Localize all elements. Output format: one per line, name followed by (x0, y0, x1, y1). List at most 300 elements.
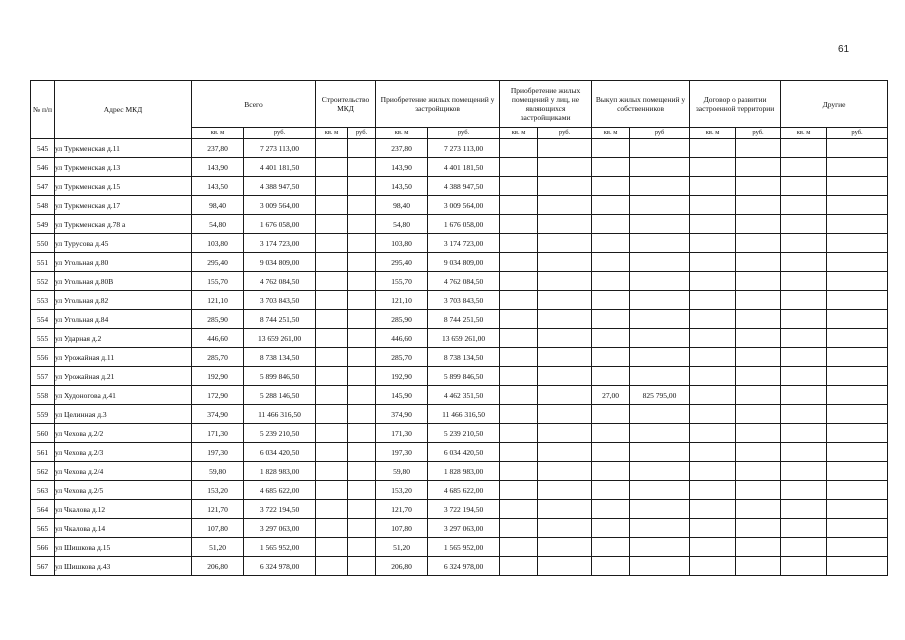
construction-area-cell (316, 177, 348, 196)
address-cell: ул Чехова д.2/5 (55, 481, 192, 500)
other-rub-cell (827, 557, 888, 576)
buyout-rub-cell (630, 424, 690, 443)
other-area-cell (781, 386, 827, 405)
construction-area-cell (316, 405, 348, 424)
non-developer-area-cell (500, 519, 538, 538)
address-cell: ул Угольная д.80В (55, 272, 192, 291)
total-area-cell: 121,10 (192, 291, 244, 310)
other-rub-cell (827, 500, 888, 519)
other-rub-cell (827, 196, 888, 215)
address-cell: ул Туркменская д.11 (55, 139, 192, 158)
other-rub-cell (827, 519, 888, 538)
territory-area-cell (690, 348, 736, 367)
territory-area-cell (690, 329, 736, 348)
non-developer-area-cell (500, 234, 538, 253)
buyout-area-cell (592, 462, 630, 481)
total-area-cell: 121,70 (192, 500, 244, 519)
housing-register-table (30, 80, 888, 576)
buyout-area-cell (592, 291, 630, 310)
construction-rub-cell (348, 538, 376, 557)
address-cell: ул Шишкова д.43 (55, 557, 192, 576)
other-area-cell (781, 177, 827, 196)
construction-area-cell (316, 348, 348, 367)
territory-rub-cell (736, 462, 781, 481)
total-area-cell: 103,80 (192, 234, 244, 253)
developer-area-cell: 374,90 (376, 405, 428, 424)
non-developer-area-cell (500, 253, 538, 272)
col-header-purchase-non-developers: Приобретение жилых помещений у лиц, не являющихся застройщиками (500, 81, 592, 128)
total-rub-cell: 11 466 316,50 (244, 405, 316, 424)
total-rub-cell: 3 009 564,00 (244, 196, 316, 215)
non-developer-area-cell (500, 481, 538, 500)
total-rub-cell: 5 899 846,50 (244, 367, 316, 386)
developer-rub-cell: 4 388 947,50 (428, 177, 500, 196)
other-area-cell (781, 500, 827, 519)
unit-label: руб. (538, 128, 592, 139)
developer-area-cell: 155,70 (376, 272, 428, 291)
total-area-cell: 143,50 (192, 177, 244, 196)
other-rub-cell (827, 386, 888, 405)
construction-area-cell (316, 215, 348, 234)
construction-rub-cell (348, 177, 376, 196)
territory-rub-cell (736, 443, 781, 462)
developer-area-cell: 98,40 (376, 196, 428, 215)
table-row (31, 386, 888, 405)
total-area-cell: 107,80 (192, 519, 244, 538)
territory-rub-cell (736, 405, 781, 424)
buyout-rub-cell (630, 443, 690, 462)
other-rub-cell (827, 234, 888, 253)
col-header-purchase-developers: Приобретение жилых помещений у застройщиков (376, 81, 500, 128)
developer-area-cell: 59,80 (376, 462, 428, 481)
address-cell: ул Шишкова д.15 (55, 538, 192, 557)
table-row (31, 253, 888, 272)
address-cell: ул Чкалова д.14 (55, 519, 192, 538)
total-rub-cell: 6 034 420,50 (244, 443, 316, 462)
address-cell: ул Туркменская д.13 (55, 158, 192, 177)
total-rub-cell: 3 722 194,50 (244, 500, 316, 519)
row-number: 555 (31, 329, 55, 348)
non-developer-rub-cell (538, 196, 592, 215)
other-rub-cell (827, 329, 888, 348)
developer-rub-cell: 3 174 723,00 (428, 234, 500, 253)
non-developer-rub-cell (538, 405, 592, 424)
other-area-cell (781, 215, 827, 234)
other-area-cell (781, 272, 827, 291)
table-row (31, 158, 888, 177)
address-cell: ул Урожайная д.21 (55, 367, 192, 386)
developer-area-cell: 295,40 (376, 253, 428, 272)
territory-area-cell (690, 367, 736, 386)
buyout-area-cell (592, 234, 630, 253)
other-rub-cell (827, 481, 888, 500)
buyout-area-cell (592, 272, 630, 291)
non-developer-area-cell (500, 557, 538, 576)
total-area-cell: 143,90 (192, 158, 244, 177)
col-header-address: Адрес МКД (55, 81, 192, 139)
row-number: 549 (31, 215, 55, 234)
non-developer-area-cell (500, 405, 538, 424)
construction-area-cell (316, 557, 348, 576)
other-area-cell (781, 329, 827, 348)
construction-area-cell (316, 196, 348, 215)
construction-rub-cell (348, 196, 376, 215)
total-rub-cell: 4 685 622,00 (244, 481, 316, 500)
total-area-cell: 172,90 (192, 386, 244, 405)
buyout-rub-cell (630, 557, 690, 576)
developer-area-cell: 171,30 (376, 424, 428, 443)
total-rub-cell: 3 174 723,00 (244, 234, 316, 253)
territory-rub-cell (736, 538, 781, 557)
developer-rub-cell: 7 273 113,00 (428, 139, 500, 158)
address-cell: ул Туркменская д.15 (55, 177, 192, 196)
territory-area-cell (690, 443, 736, 462)
row-number: 554 (31, 310, 55, 329)
buyout-rub-cell (630, 310, 690, 329)
address-cell: ул Туркменская д.78 а (55, 215, 192, 234)
non-developer-area-cell (500, 196, 538, 215)
construction-area-cell (316, 424, 348, 443)
buyout-rub-cell (630, 291, 690, 310)
construction-area-cell (316, 538, 348, 557)
construction-rub-cell (348, 158, 376, 177)
other-area-cell (781, 405, 827, 424)
table-row (31, 234, 888, 253)
developer-area-cell: 446,60 (376, 329, 428, 348)
territory-rub-cell (736, 348, 781, 367)
construction-rub-cell (348, 215, 376, 234)
construction-rub-cell (348, 462, 376, 481)
developer-area-cell: 107,80 (376, 519, 428, 538)
developer-rub-cell: 8 738 134,50 (428, 348, 500, 367)
non-developer-area-cell (500, 424, 538, 443)
construction-area-cell (316, 234, 348, 253)
non-developer-area-cell (500, 367, 538, 386)
construction-rub-cell (348, 272, 376, 291)
row-number: 556 (31, 348, 55, 367)
construction-rub-cell (348, 310, 376, 329)
total-area-cell: 59,80 (192, 462, 244, 481)
construction-area-cell (316, 386, 348, 405)
table-row (31, 329, 888, 348)
total-area-cell: 98,40 (192, 196, 244, 215)
non-developer-rub-cell (538, 424, 592, 443)
total-area-cell: 171,30 (192, 424, 244, 443)
construction-rub-cell (348, 367, 376, 386)
row-number: 564 (31, 500, 55, 519)
unit-label: кв. м (316, 128, 348, 139)
total-area-cell: 446,60 (192, 329, 244, 348)
table-row (31, 443, 888, 462)
non-developer-area-cell (500, 386, 538, 405)
territory-area-cell (690, 500, 736, 519)
address-cell: ул Целинная д.3 (55, 405, 192, 424)
non-developer-area-cell (500, 177, 538, 196)
territory-rub-cell (736, 215, 781, 234)
table-row (31, 405, 888, 424)
developer-rub-cell: 6 324 978,00 (428, 557, 500, 576)
territory-rub-cell (736, 329, 781, 348)
row-number: 545 (31, 139, 55, 158)
buyout-rub-cell (630, 462, 690, 481)
construction-area-cell (316, 272, 348, 291)
buyout-area-cell (592, 139, 630, 158)
unit-label: кв. м (690, 128, 736, 139)
construction-rub-cell (348, 234, 376, 253)
other-area-cell (781, 481, 827, 500)
total-area-cell: 192,90 (192, 367, 244, 386)
address-cell: ул Ударная д.2 (55, 329, 192, 348)
row-number: 552 (31, 272, 55, 291)
table-row (31, 215, 888, 234)
non-developer-rub-cell (538, 329, 592, 348)
territory-area-cell (690, 253, 736, 272)
col-header-buyout-owners: Выкуп жилых помещений у собственников (592, 81, 690, 128)
buyout-area-cell (592, 519, 630, 538)
construction-area-cell (316, 158, 348, 177)
buyout-area-cell (592, 538, 630, 557)
other-area-cell (781, 519, 827, 538)
non-developer-rub-cell (538, 177, 592, 196)
buyout-area-cell (592, 367, 630, 386)
buyout-area-cell (592, 310, 630, 329)
other-area-cell (781, 462, 827, 481)
territory-area-cell (690, 234, 736, 253)
buyout-rub-cell: 825 795,00 (630, 386, 690, 405)
total-area-cell: 206,80 (192, 557, 244, 576)
unit-label: кв. м (500, 128, 538, 139)
row-number: 548 (31, 196, 55, 215)
territory-area-cell (690, 272, 736, 291)
row-number: 563 (31, 481, 55, 500)
non-developer-area-cell (500, 291, 538, 310)
row-number: 562 (31, 462, 55, 481)
buyout-area-cell (592, 215, 630, 234)
construction-area-cell (316, 519, 348, 538)
non-developer-rub-cell (538, 481, 592, 500)
total-rub-cell: 9 034 809,00 (244, 253, 316, 272)
territory-rub-cell (736, 557, 781, 576)
developer-area-cell: 192,90 (376, 367, 428, 386)
other-rub-cell (827, 538, 888, 557)
row-number: 547 (31, 177, 55, 196)
total-area-cell: 295,40 (192, 253, 244, 272)
other-area-cell (781, 367, 827, 386)
unit-label: руб. (348, 128, 376, 139)
other-rub-cell (827, 291, 888, 310)
territory-rub-cell (736, 424, 781, 443)
non-developer-rub-cell (538, 538, 592, 557)
other-rub-cell (827, 272, 888, 291)
total-rub-cell: 8 744 251,50 (244, 310, 316, 329)
buyout-area-cell: 27,00 (592, 386, 630, 405)
buyout-area-cell (592, 481, 630, 500)
buyout-rub-cell (630, 139, 690, 158)
non-developer-rub-cell (538, 367, 592, 386)
construction-rub-cell (348, 291, 376, 310)
buyout-area-cell (592, 329, 630, 348)
row-number: 566 (31, 538, 55, 557)
other-area-cell (781, 291, 827, 310)
buyout-rub-cell (630, 177, 690, 196)
other-rub-cell (827, 367, 888, 386)
other-area-cell (781, 234, 827, 253)
non-developer-rub-cell (538, 386, 592, 405)
developer-area-cell: 153,20 (376, 481, 428, 500)
other-rub-cell (827, 462, 888, 481)
construction-area-cell (316, 367, 348, 386)
address-cell: ул Худоногова д.41 (55, 386, 192, 405)
construction-rub-cell (348, 557, 376, 576)
address-cell: ул Чехова д.2/4 (55, 462, 192, 481)
developer-area-cell: 143,90 (376, 158, 428, 177)
total-area-cell: 153,20 (192, 481, 244, 500)
buyout-area-cell (592, 158, 630, 177)
developer-area-cell: 143,50 (376, 177, 428, 196)
developer-area-cell: 285,90 (376, 310, 428, 329)
territory-rub-cell (736, 519, 781, 538)
address-cell: ул Угольная д.82 (55, 291, 192, 310)
buyout-rub-cell (630, 500, 690, 519)
territory-area-cell (690, 158, 736, 177)
non-developer-area-cell (500, 215, 538, 234)
unit-label: кв. м (592, 128, 630, 139)
other-rub-cell (827, 139, 888, 158)
unit-label: руб. (428, 128, 500, 139)
table-row (31, 519, 888, 538)
other-rub-cell (827, 443, 888, 462)
row-number: 561 (31, 443, 55, 462)
territory-area-cell (690, 196, 736, 215)
territory-area-cell (690, 557, 736, 576)
other-area-cell (781, 443, 827, 462)
address-cell: ул Угольная д.84 (55, 310, 192, 329)
developer-area-cell: 285,70 (376, 348, 428, 367)
developer-area-cell: 54,80 (376, 215, 428, 234)
table-row (31, 462, 888, 481)
buyout-area-cell (592, 500, 630, 519)
construction-rub-cell (348, 405, 376, 424)
total-rub-cell: 3 703 843,50 (244, 291, 316, 310)
construction-area-cell (316, 481, 348, 500)
total-rub-cell: 1 828 983,00 (244, 462, 316, 481)
col-header-territory-contract: Договор о развитии застроенной территории (690, 81, 781, 128)
other-rub-cell (827, 177, 888, 196)
table-row (31, 177, 888, 196)
other-rub-cell (827, 424, 888, 443)
construction-rub-cell (348, 139, 376, 158)
territory-area-cell (690, 481, 736, 500)
construction-rub-cell (348, 500, 376, 519)
developer-rub-cell: 9 034 809,00 (428, 253, 500, 272)
non-developer-rub-cell (538, 139, 592, 158)
row-number: 557 (31, 367, 55, 386)
unit-label: кв. м (781, 128, 827, 139)
total-area-cell: 51,20 (192, 538, 244, 557)
territory-area-cell (690, 538, 736, 557)
non-developer-area-cell (500, 139, 538, 158)
other-area-cell (781, 158, 827, 177)
total-rub-cell: 1 565 952,00 (244, 538, 316, 557)
buyout-rub-cell (630, 538, 690, 557)
table-row (31, 272, 888, 291)
developer-rub-cell: 4 401 181,50 (428, 158, 500, 177)
territory-rub-cell (736, 234, 781, 253)
address-cell: ул Урожайная д.11 (55, 348, 192, 367)
developer-area-cell: 121,10 (376, 291, 428, 310)
other-rub-cell (827, 215, 888, 234)
col-header-num: № п/п (31, 81, 55, 139)
col-header-other: Другие (781, 81, 888, 128)
developer-rub-cell: 8 744 251,50 (428, 310, 500, 329)
total-rub-cell: 4 762 084,50 (244, 272, 316, 291)
total-area-cell: 237,80 (192, 139, 244, 158)
construction-rub-cell (348, 519, 376, 538)
address-cell: ул Угольная д.80 (55, 253, 192, 272)
table-row (31, 196, 888, 215)
table-header (31, 81, 888, 139)
territory-area-cell (690, 310, 736, 329)
developer-rub-cell: 11 466 316,50 (428, 405, 500, 424)
non-developer-area-cell (500, 158, 538, 177)
other-rub-cell (827, 348, 888, 367)
buyout-rub-cell (630, 253, 690, 272)
table-row (31, 367, 888, 386)
buyout-rub-cell (630, 519, 690, 538)
row-number: 560 (31, 424, 55, 443)
non-developer-area-cell (500, 348, 538, 367)
total-area-cell: 155,70 (192, 272, 244, 291)
address-cell: ул Чехова д.2/2 (55, 424, 192, 443)
table-row (31, 481, 888, 500)
territory-rub-cell (736, 291, 781, 310)
non-developer-area-cell (500, 500, 538, 519)
buyout-area-cell (592, 348, 630, 367)
row-number: 550 (31, 234, 55, 253)
territory-area-cell (690, 177, 736, 196)
territory-area-cell (690, 405, 736, 424)
buyout-rub-cell (630, 367, 690, 386)
construction-area-cell (316, 462, 348, 481)
developer-area-cell: 145,90 (376, 386, 428, 405)
row-number: 558 (31, 386, 55, 405)
construction-area-cell (316, 139, 348, 158)
developer-rub-cell: 4 462 351,50 (428, 386, 500, 405)
developer-rub-cell: 3 722 194,50 (428, 500, 500, 519)
non-developer-area-cell (500, 272, 538, 291)
non-developer-rub-cell (538, 557, 592, 576)
total-rub-cell: 3 297 063,00 (244, 519, 316, 538)
other-rub-cell (827, 405, 888, 424)
unit-label: руб. (244, 128, 316, 139)
construction-rub-cell (348, 424, 376, 443)
buyout-area-cell (592, 405, 630, 424)
territory-rub-cell (736, 177, 781, 196)
territory-rub-cell (736, 367, 781, 386)
non-developer-area-cell (500, 329, 538, 348)
developer-area-cell: 206,80 (376, 557, 428, 576)
territory-rub-cell (736, 481, 781, 500)
other-area-cell (781, 424, 827, 443)
territory-rub-cell (736, 196, 781, 215)
territory-rub-cell (736, 386, 781, 405)
developer-rub-cell: 1 565 952,00 (428, 538, 500, 557)
construction-area-cell (316, 310, 348, 329)
table-row (31, 424, 888, 443)
developer-area-cell: 197,30 (376, 443, 428, 462)
construction-area-cell (316, 500, 348, 519)
row-number: 565 (31, 519, 55, 538)
